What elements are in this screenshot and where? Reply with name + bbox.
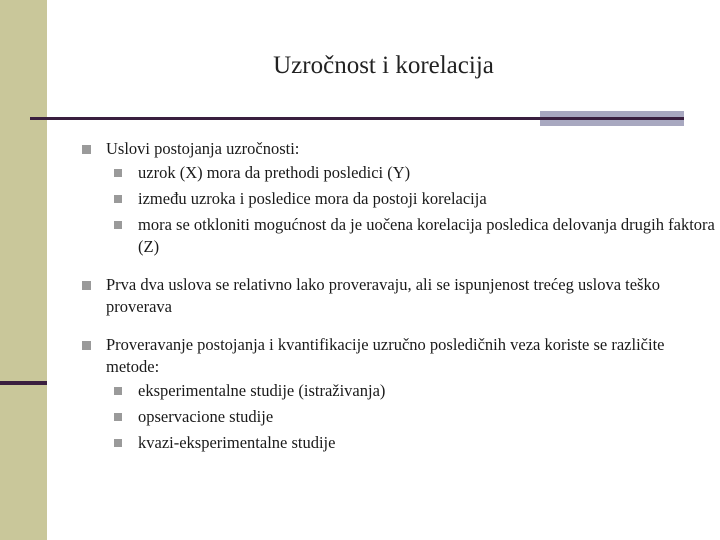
sub-bullet-item bbox=[82, 162, 716, 184]
square-bullet-icon bbox=[82, 341, 91, 350]
bullet-item bbox=[82, 334, 716, 454]
bullet-text: Proveravanje postojanja i kvantifikacije uzručno posledičnih veza koriste se različite metode: bbox=[106, 335, 665, 376]
sub-bullet-item bbox=[82, 432, 716, 454]
square-bullet-icon bbox=[82, 281, 91, 290]
title-divider-line bbox=[30, 117, 684, 120]
bullet-text: Prva dva uslova se relativno lako proveravaju, ali se ispunjenost trećeg uslova teško proverava bbox=[106, 275, 660, 316]
square-bullet-icon bbox=[114, 221, 122, 229]
slide-title: Uzročnost i korelacija bbox=[273, 52, 494, 79]
sub-bullet-list bbox=[82, 380, 716, 454]
sub-bullet-item bbox=[82, 406, 716, 428]
sub-bullet-text: između uzroka i posledice mora da postoji korelacija bbox=[138, 189, 487, 208]
square-bullet-icon bbox=[114, 387, 122, 395]
sub-bullet-item bbox=[82, 380, 716, 402]
sub-bullet-text: mora se otkloniti mogućnost da je uočena korelacija posledica delovanja drugih faktora (Z) bbox=[138, 215, 715, 256]
left-band-divider bbox=[0, 381, 47, 385]
sub-bullet-text: kvazi-eksperimentalne studije bbox=[138, 433, 336, 452]
bullet-item bbox=[82, 274, 716, 318]
bullet-item bbox=[82, 138, 716, 258]
square-bullet-icon bbox=[114, 169, 122, 177]
sub-bullet-text: eksperimentalne studije (istraživanja) bbox=[138, 381, 386, 400]
sub-bullet-text: opservacione studije bbox=[138, 407, 274, 426]
bullet-text: Uslovi postojanja uzročnosti: bbox=[106, 139, 300, 158]
square-bullet-icon bbox=[114, 195, 122, 203]
sub-bullet-list bbox=[82, 162, 716, 258]
sub-bullet-text: uzrok (X) mora da prethodi posledici (Y) bbox=[138, 163, 411, 182]
sub-bullet-item bbox=[82, 214, 716, 258]
left-decorative-band bbox=[0, 0, 47, 540]
square-bullet-icon bbox=[114, 413, 122, 421]
slide-content bbox=[82, 138, 716, 464]
square-bullet-icon bbox=[114, 439, 122, 447]
square-bullet-icon bbox=[82, 145, 91, 154]
sub-bullet-item bbox=[82, 188, 716, 210]
